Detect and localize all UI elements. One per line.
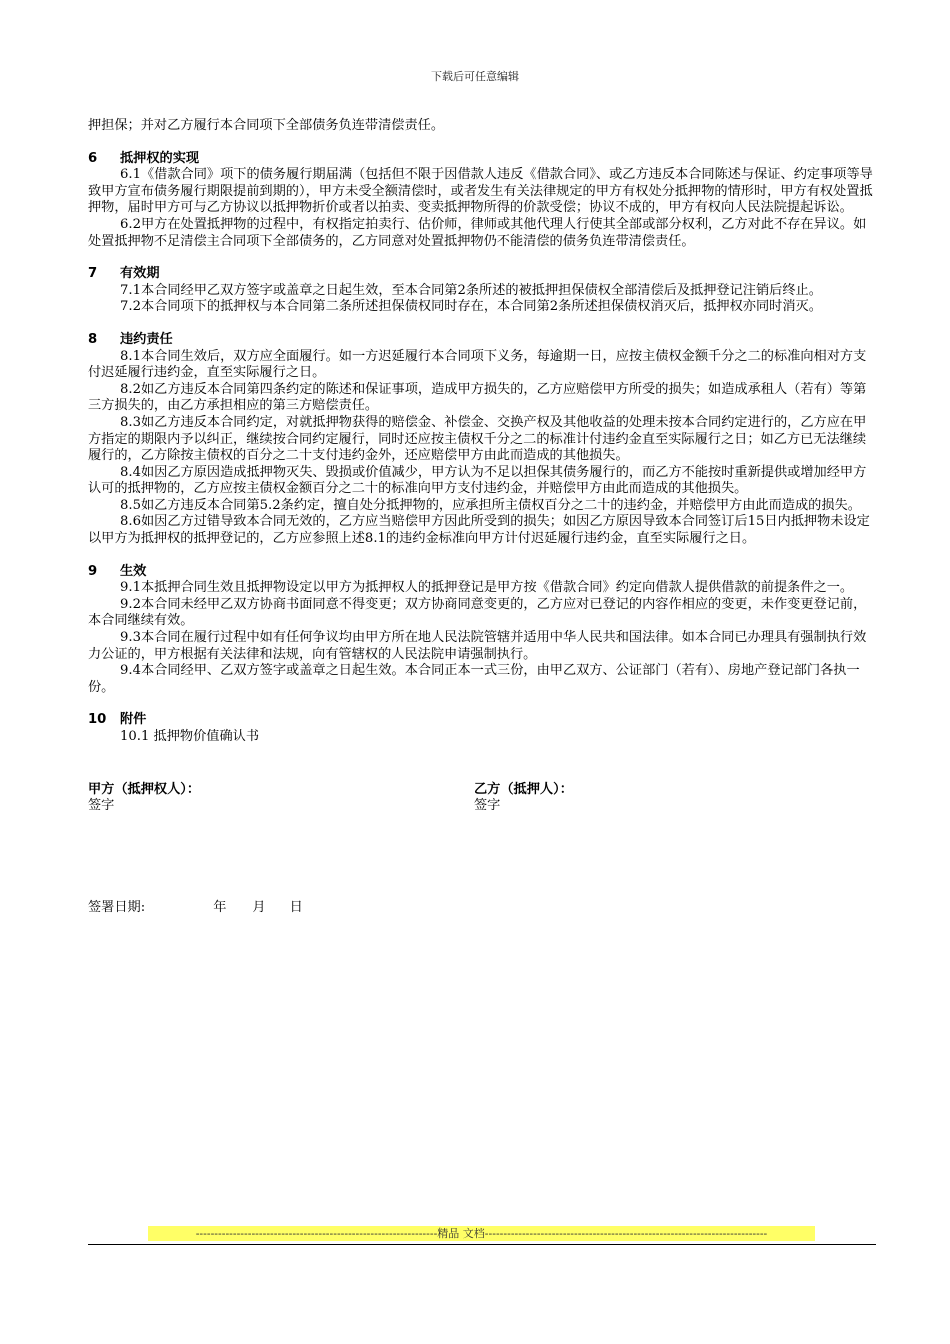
section-number: 6 [88,150,98,166]
footer-dashes-left: ----------------------------------------------------------------- [195,1227,438,1240]
clause-paragraph: 7.1本合同经甲乙双方签字或盖章之日起生效，至本合同第2条所述的被抵押担保债权全部清偿后及抵押登记注销后终止。 [120,282,822,298]
intro-paragraph: 押担保；并对乙方履行本合同项下全部债务负连带清偿责任。 [88,118,445,133]
clause-paragraph: 9.1本抵押合同生效且抵押物设定以甲方为抵押权人的抵押登记是甲方按《借款合同》约定向借款人提供借款的前提条件之一。 [120,580,854,596]
clause-paragraph: 6.2甲方在处置抵押物的过程中，有权指定拍卖行、估价师，律师或其他代理人行使其全部或部分权利，乙方对此不存在异议。如处置抵押物不足清偿主合同项下全部债务的，乙方同意对处置抵押物仍不能清偿的债务负连带清偿责任。 [88,216,867,249]
section-9 [88,564,878,697]
section-title-text: 附件 [120,712,147,728]
party-b-signature [474,782,573,815]
clause-paragraph: 8.2如乙方违反本合同第四条约定的陈述和保证事项，造成甲方损失的，乙方应赔偿甲方所受的损失；如造成承租人（若有）等第三方损失的，由乙方承担相应的第三方赔偿责任。 [88,381,867,414]
section-number: 8 [88,331,98,347]
date-month: 月 [252,899,266,915]
section-title [88,151,878,168]
section-number: 10 [88,712,107,728]
clause-paragraph: 8.4如因乙方原因造成抵押物灭失、毁损或价值减少，甲方认为不足以担保其债务履行的，而乙方不能按时重新提供或增加经甲方认可的抵押物的，乙方应按主债权金额百分之二十的标准向甲方支付违约金，并赔偿甲方由此而造成的其他损失。 [88,464,867,497]
party-a-signature [88,782,200,815]
clause-paragraph: 8.1本合同生效后，双方应全面履行。如一方迟延履行本合同项下义务，每逾期一日，应按主债权金额千分之二的标准向相对方支付迟延履行违约金，直至实际履行之日。 [88,348,867,381]
clause-paragraph: 6.1《借款合同》项下的债务履行期届满（包括但不限于因借款人违反《借款合同》、或乙方违反本合同陈述与保证、约定事项等导致甲方宣布债务履行期限提前到期的），甲方未受全额清偿时，或者发生有关法律规定的甲方有权处分抵押物的情形时，甲方有权处置抵押物，届时甲方可与乙方协议以抵押物折价或者以拍卖、变卖抵押物所得的价款受偿；协议不成的，甲方有权向人民法院提起诉讼。 [88,167,873,216]
section-6 [88,151,878,251]
date-year: 年 [213,899,227,915]
section-title-text: 生效 [120,563,147,579]
clause-paragraph: 8.6如因乙方过错导致本合同无效的，乙方应当赔偿甲方因此所受到的损失；如因乙方原因导致本合同签订后15日内抵押物未设定以甲方为抵押权的抵押登记的，乙方应参照上述8.1的违约金标准向甲方计付迟延履行违约金，直至实际履行之日。 [88,514,870,547]
footer-rule [88,1244,876,1245]
party-a-sign-text: 签字 [88,798,115,814]
section-title [88,712,878,729]
clause-paragraph: 9.3本合同在履行过程中如有任何争议均由甲方所在地人民法院管辖并适用中华人民共和国法律。如本合同已办理具有强制执行效力公证的，甲方根据有关法律和法规，向有管辖权的人民法院申请强制执行。 [88,630,867,662]
footer-dashes-right: ---------------------------------------------------------------------------- [484,1227,768,1240]
section-title-text: 抵押权的实现 [120,150,200,166]
clause-paragraph: 9.2本合同未经甲乙双方协商书面同意不得变更；双方协商同意变更的，乙方应对已登记的内容作相应的变更，未作变更登记前，本合同继续有效。 [88,596,867,629]
footer-banner [148,1226,815,1241]
sections-container [88,151,878,729]
signature-block [88,782,878,826]
party-a-label: 甲方（抵押权人）： [88,781,201,797]
clause-paragraph: 8.5如乙方违反本合同第5.2条约定，擅自处分抵押物的，应承担所主债权百分之二十的违约金，并赔偿甲方由此而造成的损失。 [120,497,861,513]
section-title [88,332,878,349]
clause-paragraph: 9.4本合同经甲、乙双方签字或盖章之日起生效。本合同正本一式三份，由甲乙双方、公证部门（若有）、房地产登记部门各执一份。 [88,663,860,695]
party-b-sign-text: 签字 [474,798,501,814]
attachment-item: 10.1 抵押物价值确认书 [120,729,260,744]
section-title [88,266,878,283]
clause-paragraph: 7.2本合同项下的抵押权与本合同第二条所述担保债权同时存在，本合同第2条所述担保债权消灭后，抵押权亦同时消灭。 [120,299,822,315]
section-number: 9 [88,563,98,579]
clause-paragraph: 8.3如乙方违反本合同约定，对就抵押物获得的赔偿金、补偿金、交换产权及其他收益的处理未按本合同约定进行的，乙方应在甲方指定的期限内予以纠正，继续按合同约定履行，同时还应按主债权千分之二的标准计付违约金直至实际履行之日；如乙方已无法继续履行的，乙方除按主债权的百分之二十支付违约金外，还应赔偿甲方由此而造成的其他损失。 [88,414,867,464]
section-10 [88,712,878,729]
page-header-note: 下载后可任意编辑 [431,70,519,83]
section-title [88,564,878,581]
section-title-text: 有效期 [120,266,160,282]
date-day: 日 [289,899,303,915]
section-8 [88,332,878,548]
section-number: 7 [88,266,98,282]
section-title-text: 违约责任 [120,331,173,347]
document-body [88,118,878,916]
signing-date-line [88,900,878,917]
date-label: 签署日期: [88,899,146,915]
party-b-label: 乙方（抵押人）： [474,781,573,797]
footer-text: 精品 文档 [437,1227,485,1240]
section-7 [88,266,878,316]
